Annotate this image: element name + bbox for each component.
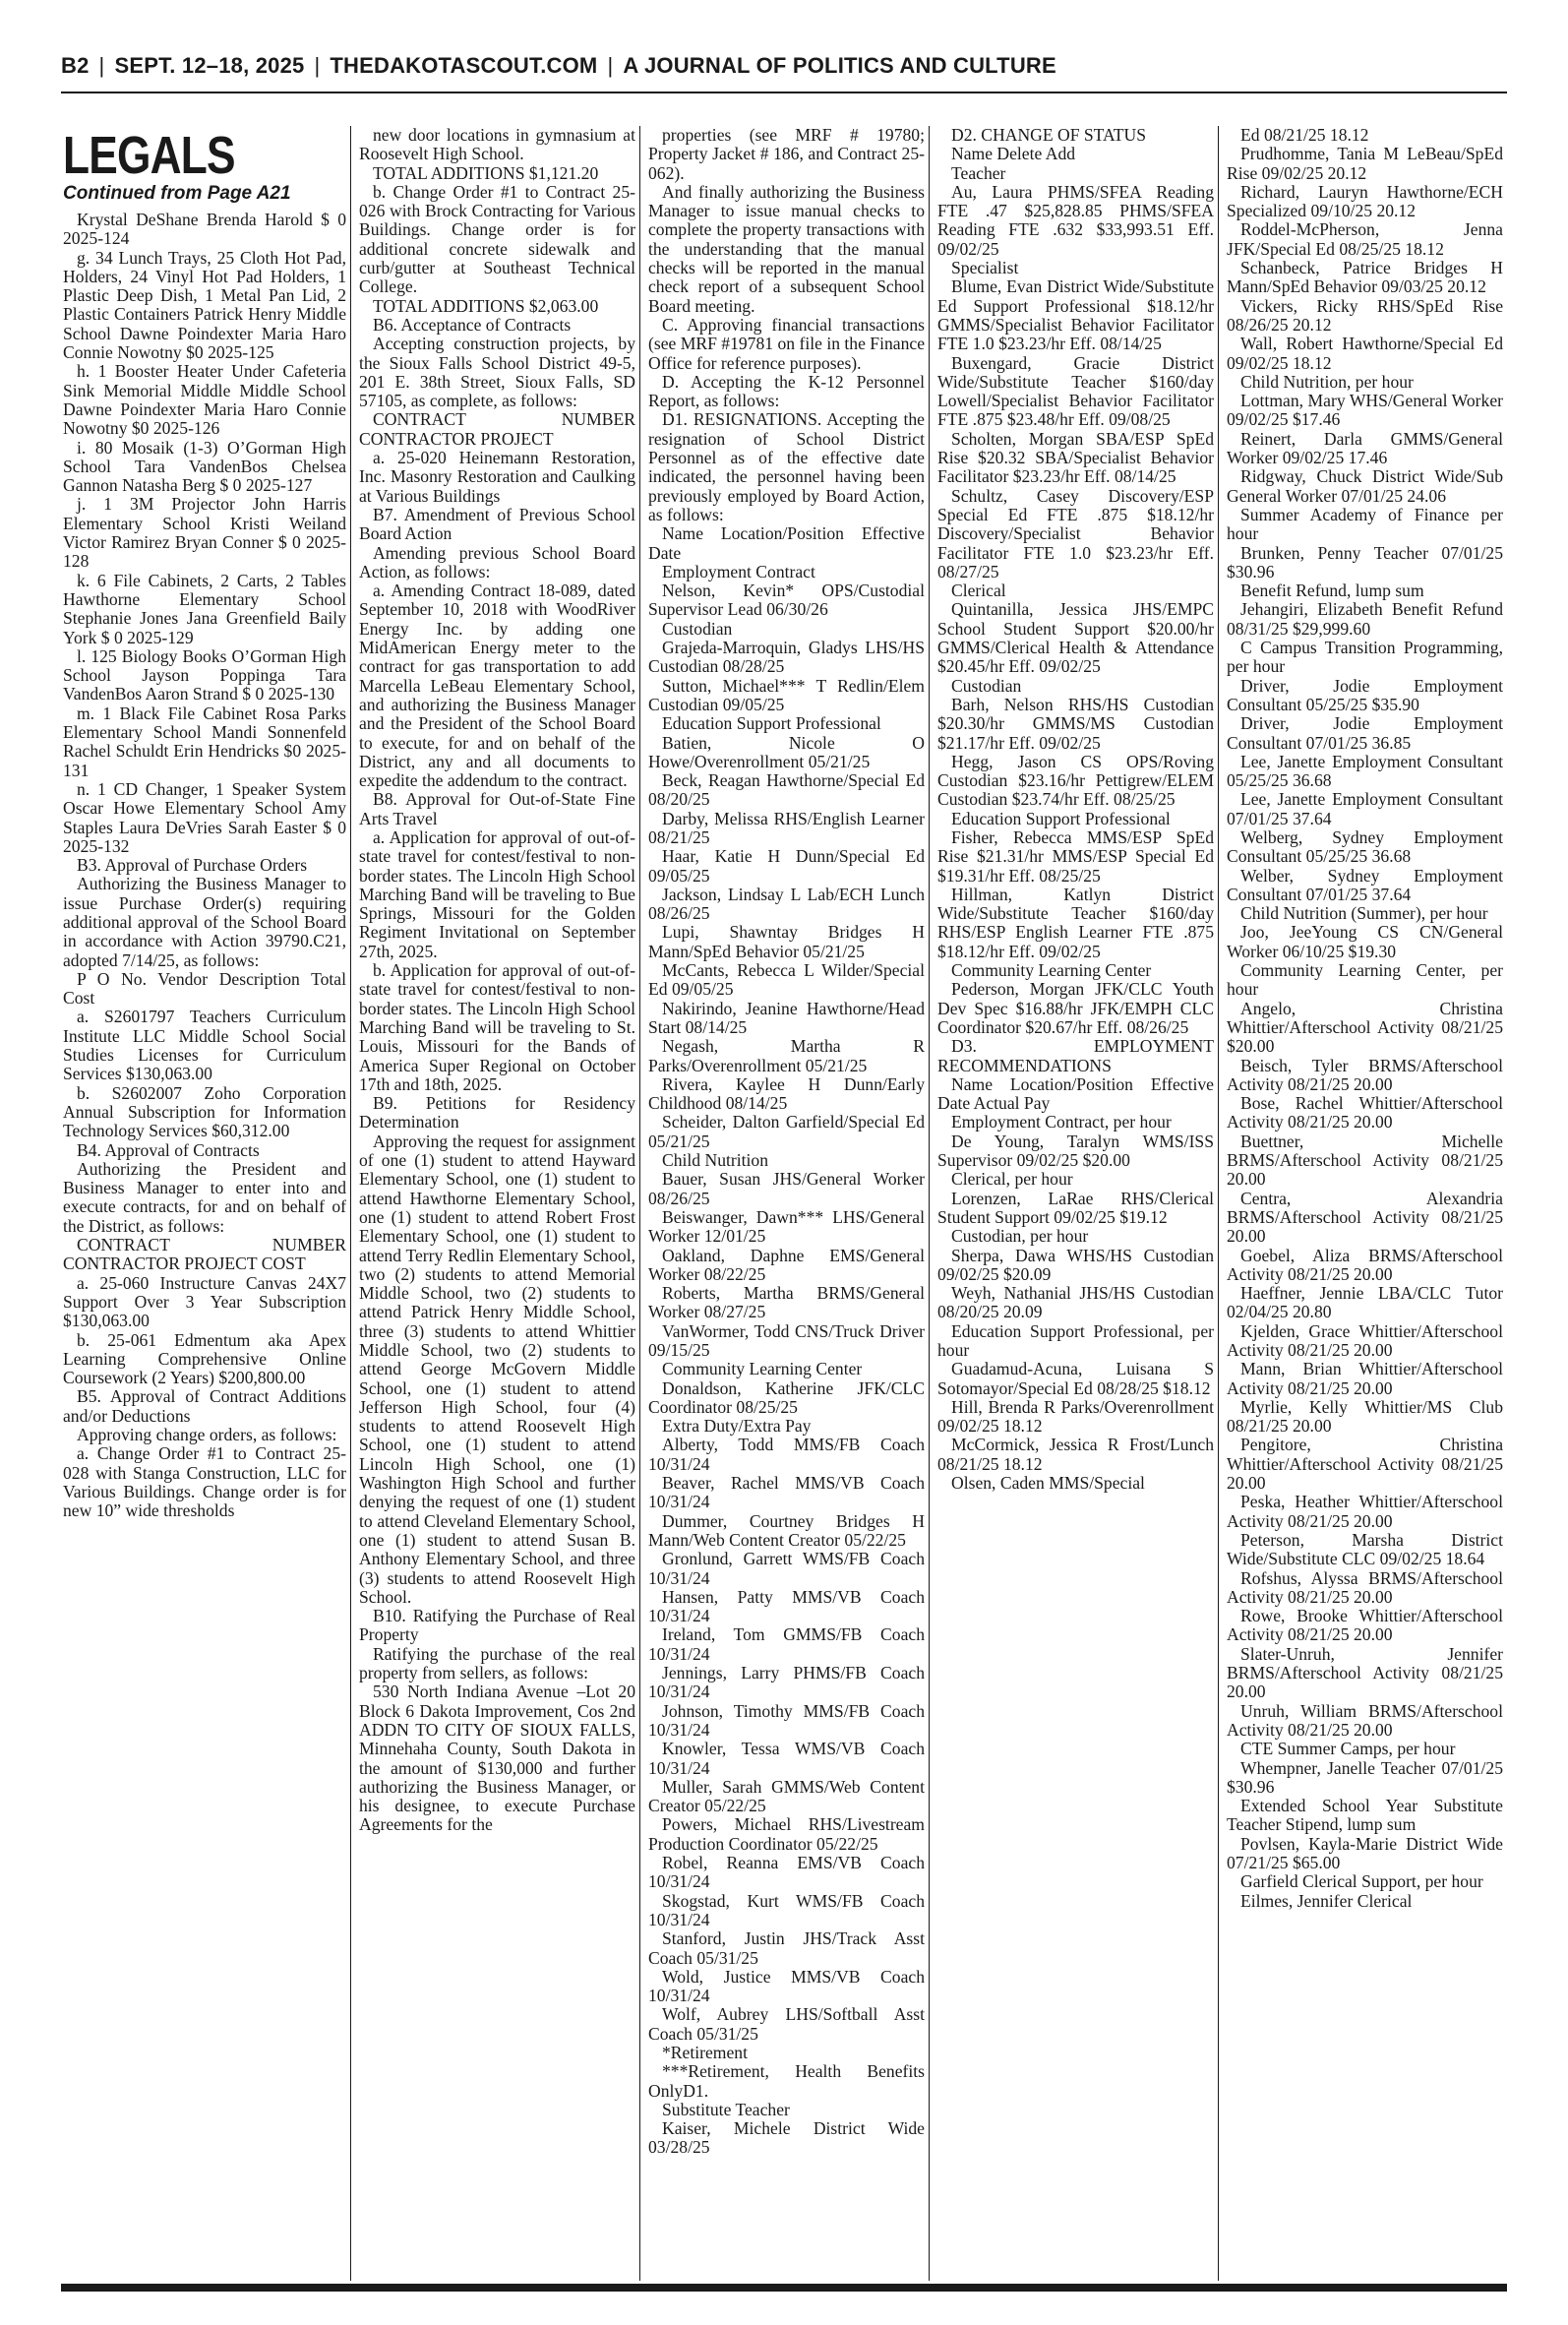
legal-paragraph: Muller, Sarah GMMS/Web Content Creator 05/22/25: [648, 1776, 925, 1816]
legal-paragraph: Education Support Professional, per hour: [937, 1320, 1214, 1360]
legal-paragraph: Approving change orders, as follows:: [77, 1425, 337, 1444]
legal-paragraph: Buettner, Michelle BRMS/Afterschool Activity 08/21/25 20.00: [1227, 1131, 1503, 1190]
legal-paragraph: Quintanilla, Jessica JHS/EMPC School Student Support $20.00/hr GMMS/Clerical Health & Attendance $20.45/hr Eff. 09/02/25: [937, 599, 1214, 677]
column-3: [639, 126, 929, 2281]
legal-paragraph: Employment Contract: [662, 561, 815, 581]
legal-paragraph: Child Nutrition, per hour: [1240, 371, 1414, 392]
legal-paragraph: Oakland, Daphne EMS/General Worker 08/22/25: [648, 1245, 925, 1284]
legal-paragraph: D3. EMPLOYMENT RECOMMENDATIONS: [937, 1036, 1214, 1075]
legal-paragraph: Community Learning Center: [662, 1359, 863, 1379]
legal-paragraph: Powers, Michael RHS/Livestream Production Coordinator 05/22/25: [648, 1814, 925, 1854]
legal-paragraph: Peska, Heather Whittier/Afterschool Activity 08/21/25 20.00: [1227, 1492, 1503, 1531]
legal-paragraph: a. Application for approval of out-of-state travel for contest/festival to non-border states. The Lincoln High School Marching Band will be traveling to Bue Springs, Missouri for the Golden Regiment Invitational on September 27th, 2025.: [359, 826, 635, 961]
legal-paragraph: Roddel-McPherson, Jenna JFK/Special Ed 08/25/25 18.12: [1227, 219, 1503, 259]
legal-paragraph: j. 1 3M Projector John Harris Elementary School Kristi Weiland Victor Ramirez Bryan Conner $ 0 2025-128: [63, 494, 346, 572]
legal-paragraph: Au, Laura PHMS/SFEA Reading FTE .47 $25,828.85 PHMS/SFEA Reading FTE .632 $33,993.51 Eff. 09/02/25: [937, 181, 1214, 259]
legal-paragraph: Brunken, Penny Teacher 07/01/25 $30.96: [1227, 542, 1503, 581]
legal-paragraph: Vickers, Ricky RHS/SpEd Rise 08/26/25 20.12: [1227, 295, 1503, 335]
legal-paragraph: Teacher: [951, 162, 1006, 183]
legal-paragraph: Jackson, Lindsay L Lab/ECH Lunch 08/26/25: [648, 884, 925, 924]
legal-paragraph: ***Retirement, Health Benefits OnlyD1.: [648, 2061, 925, 2101]
legal-paragraph: Amending previous School Board Action, as follows:: [359, 542, 635, 581]
legal-paragraph: h. 1 Booster Heater Under Cafeteria Sink Memorial Middle Middle School Dawne Poindexter Maria Haro Connie Nowotny $0 2025-126: [63, 361, 346, 439]
legal-paragraph: Haar, Katie H Dunn/Special Ed 09/05/25: [648, 846, 925, 886]
legal-paragraph: Clerical: [951, 581, 1006, 601]
legal-paragraph: Weyh, Nathanial JHS/HS Custodian 08/20/25 20.09: [937, 1283, 1214, 1322]
legal-paragraph: Authorizing the Business Manager to issue Purchase Order(s) requiring additional approval of the School Board in accordance with Action 39790.C21, adopted 7/14/25, as follows:: [63, 874, 346, 970]
legal-paragraph: Beaver, Rachel MMS/VB Coach 10/31/24: [648, 1473, 925, 1512]
legal-paragraph: Nelson, Kevin* OPS/Custodial Supervisor Lead 06/30/26: [648, 581, 925, 620]
legal-paragraph: Approving the request for assignment of one (1) student to attend Hayward Elementary School, one (1) student to attend Hawthorne Elementary School, one (1) student to attend Robert Frost Elementary School, one (1) student to attend Terry Redlin Elementary School, two (2) students to attend Memorial Middle School, two (2) students to attend Patrick Henry Middle School, three (3) students to attend Whittier Middle School, two (2) students to attend George McGovern Middle School, one (1) student to attend Jefferson High School, four (4) students to attend Roosevelt High School, one (1) student to attend Lincoln High School, one (1) Washington High School and further denying the request of one (1) student to attend Cleveland Elementary School, one (1) student to attend Susan B. Anthony Elementary School, and three (3) students to attend Roosevelt High School.: [359, 1131, 635, 1607]
legal-paragraph: Alberty, Todd MMS/FB Coach 10/31/24: [648, 1435, 925, 1474]
legal-paragraph: B8. Approval for Out-of-State Fine Arts Travel: [359, 789, 635, 828]
legal-paragraph: Stanford, Justin JHS/Track Asst Coach 05/31/25: [648, 1928, 925, 1968]
legal-paragraph: TOTAL ADDITIONS $1,121.20: [373, 162, 599, 183]
legal-paragraph: Rivera, Kaylee H Dunn/Early Childhood 08/14/25: [648, 1073, 925, 1114]
legal-paragraph: a. 25-020 Heinemann Restoration, Inc. Masonry Restoration and Caulking at Various Buildings: [359, 448, 635, 506]
legal-paragraph: B3. Approval of Purchase Orders: [77, 855, 308, 876]
legal-paragraph: Schanbeck, Patrice Bridges H Mann/SpEd Behavior 09/03/25 20.12: [1227, 258, 1503, 297]
legal-paragraph: Extended School Year Substitute Teacher Stipend, lump sum: [1227, 1796, 1503, 1835]
legal-paragraph: Grajeda-Marroquin, Gladys LHS/HS Custodian 08/28/25: [648, 638, 925, 677]
legal-paragraph: Hill, Brenda R Parks/Overenrollment 09/02/25 18.12: [937, 1396, 1214, 1437]
legal-paragraph: Wall, Robert Hawthorne/Special Ed 09/02/25 18.12: [1227, 334, 1503, 373]
legal-paragraph: Ridgway, Chuck District Wide/Sub General Worker 07/01/25 24.06: [1227, 466, 1503, 506]
legal-paragraph: Jehangiri, Elizabeth Benefit Refund 08/31/25 $29,999.60: [1227, 599, 1503, 639]
column-1: [61, 126, 350, 2281]
legal-paragraph: Hansen, Patty MMS/VB Coach 10/31/24: [648, 1586, 925, 1626]
legal-paragraph: Buxengard, Gracie District Wide/Substitute Teacher $160/day Lowell/Specialist Behavior Facilitator FTE .875 $23.48/hr Eff. 09/08/25: [937, 352, 1214, 430]
legal-paragraph: Employment Contract, per hour: [951, 1112, 1172, 1132]
separator: |: [314, 53, 321, 78]
legal-paragraph: Centra, Alexandria BRMS/Afterschool Activity 08/21/25 20.00: [1227, 1188, 1503, 1247]
legal-paragraph: Whempner, Janelle Teacher 07/01/25 $30.96: [1227, 1757, 1503, 1797]
legal-paragraph: Driver, Jodie Employment Consultant 05/25/25 $35.90: [1227, 675, 1503, 714]
legal-paragraph: Extra Duty/Extra Pay: [662, 1416, 812, 1437]
legal-paragraph: Summer Academy of Finance per hour: [1227, 504, 1503, 544]
legal-paragraph: k. 6 File Cabinets, 2 Carts, 2 Tables Hawthorne Elementary School Stephanie Jones Jana Greenfield Baily York $ 0 2025-129: [63, 570, 346, 647]
legal-paragraph: a. Change Order #1 to Contract 25-028 with Stanga Construction, LLC for Various Buildings. Change order is for new 10” wide thresholds: [63, 1443, 346, 1521]
legal-paragraph: C Campus Transition Programming, per hour: [1227, 638, 1503, 677]
legal-paragraph: CONTRACT NUMBER CONTRACTOR PROJECT: [359, 409, 635, 449]
legal-paragraph: Schultz, Casey Discovery/ESP Special Ed FTE .875 $18.12/hr Discovery/Specialist Behavior Facilitator FTE 1.0 $23.23/hr Eff. 08/27/25: [937, 485, 1214, 581]
legal-paragraph: Gronlund, Garrett WMS/FB Coach 10/31/24: [648, 1549, 925, 1588]
legal-paragraph: Driver, Jodie Employment Consultant 07/01/25 36.85: [1227, 713, 1503, 753]
legal-paragraph: Robel, Reanna EMS/VB Coach 10/31/24: [648, 1853, 925, 1892]
legal-paragraph: Mann, Brian Whittier/Afterschool Activity 08/21/25 20.00: [1227, 1359, 1503, 1398]
legal-paragraph: CTE Summer Camps, per hour: [1240, 1739, 1456, 1759]
legal-paragraph: CONTRACT NUMBER CONTRACTOR PROJECT COST: [63, 1235, 346, 1274]
legal-paragraph: Rofshus, Alyssa BRMS/Afterschool Activity 08/21/25 20.00: [1227, 1567, 1503, 1607]
legal-paragraph: VanWormer, Todd CNS/Truck Driver 09/15/25: [648, 1320, 925, 1360]
legal-paragraph: Clerical, per hour: [951, 1169, 1073, 1190]
legal-paragraph: Fisher, Rebecca MMS/ESP SpEd Rise $21.31/hr MMS/ESP Special Ed $19.31/hr Eff. 08/25/25: [937, 826, 1214, 886]
legal-paragraph: Community Learning Center: [951, 960, 1152, 981]
legal-paragraph: Eilmes, Jennifer Clerical: [1240, 1890, 1413, 1911]
section-title: LEGALS: [63, 126, 235, 185]
legal-paragraph: Beiswanger, Dawn*** LHS/General Worker 12/01/25: [648, 1206, 925, 1247]
legal-paragraph: Barh, Nelson RHS/HS Custodian $20.30/hr GMMS/MS Custodian $21.17/hr Eff. 09/02/25: [937, 694, 1214, 753]
legal-paragraph: a. Amending Contract 18-089, dated September 10, 2018 with WoodRiver Energy Inc. by adding one MidAmerican Energy meter to the contract for gas transportation to add Marcella LeBeau Elementary School, and authorizing the Business Manager and the President of the School Board to execute, for and on behalf of the District, any and all documents to expedite the addendum to the contract.: [359, 581, 635, 791]
legal-paragraph: Lee, Janette Employment Consultant 07/01/25 37.64: [1227, 789, 1503, 828]
legal-paragraph: Bose, Rachel Whittier/Afterschool Activity 08/21/25 20.00: [1227, 1093, 1503, 1132]
legal-paragraph: Sutton, Michael*** T Redlin/Elem Custodian 09/05/25: [648, 675, 925, 714]
legal-paragraph: Angelo, Christina Whittier/Afterschool Activity 08/21/25 $20.00: [1227, 998, 1503, 1057]
legal-paragraph: Kaiser, Michele District Wide 03/28/25: [648, 2118, 925, 2158]
legal-paragraph: b. 25-061 Edmentum aka Apex Learning Comprehensive Online Coursework (2 Years) $200,800.00: [63, 1329, 346, 1388]
legal-paragraph: Education Support Professional: [951, 808, 1171, 828]
legal-paragraph: Olsen, Caden MMS/Special: [951, 1473, 1145, 1494]
legal-paragraph: Unruh, William BRMS/Afterschool Activity 08/21/25 20.00: [1227, 1700, 1503, 1740]
legal-paragraph: C. Approving financial transactions (see MRF #19781 on file in the Finance Office for reference purposes).: [648, 314, 925, 373]
header-rule: [61, 92, 1507, 93]
issue-date: SEPT. 12–18, 2025: [114, 53, 305, 78]
legals-columns: [61, 126, 1507, 2281]
legal-paragraph: B10. Ratifying the Purchase of Real Property: [359, 1606, 635, 1645]
legal-paragraph: Haeffner, Jennie LBA/CLC Tutor 02/04/25 20.80: [1227, 1283, 1503, 1322]
legal-paragraph: Peterson, Marsha District Wide/Substitute CLC 09/02/25 18.64: [1227, 1529, 1503, 1569]
legal-paragraph: B7. Amendment of Previous School Board Action: [359, 504, 635, 544]
legal-paragraph: De Young, Taralyn WMS/ISS Supervisor 09/02/25 $20.00: [937, 1131, 1214, 1171]
column-1-body: [63, 211, 346, 1520]
legal-paragraph: Garfield Clerical Support, per hour: [1240, 1871, 1483, 1892]
legal-paragraph: *Retirement: [662, 2042, 748, 2062]
legal-paragraph: Education Support Professional: [662, 713, 881, 734]
legal-paragraph: Child Nutrition (Summer), per hour: [1240, 903, 1488, 924]
legal-paragraph: Myrlie, Kelly Whittier/MS Club 08/21/25 20.00: [1227, 1396, 1503, 1437]
legal-paragraph: Richard, Lauryn Hawthorne/ECH Specialized 09/10/25 20.12: [1227, 181, 1503, 221]
legal-paragraph: Custodian: [951, 675, 1022, 696]
legal-paragraph: Name Delete Add: [951, 144, 1076, 164]
legal-paragraph: Goebel, Aliza BRMS/Afterschool Activity 08/21/25 20.00: [1227, 1245, 1503, 1284]
legal-paragraph: Wold, Justice MMS/VB Coach 10/31/24: [648, 1966, 925, 2006]
legal-paragraph: Beck, Reagan Hawthorne/Special Ed 08/20/25: [648, 770, 925, 810]
legal-paragraph: 530 North Indiana Avenue –Lot 20 Block 6 Dakota Improvement, Cos 2nd ADDN TO CITY OF SIOUX FALLS, Minnehaha County, South Dakota in the amount of $130,000 and further authorizing the Business Manager, or his designee, to execute Purchase Agreements for the: [359, 1682, 635, 1835]
legal-paragraph: B9. Petitions for Residency Determination: [359, 1093, 635, 1132]
column-4-body: [937, 126, 1214, 1493]
legal-paragraph: McCants, Rebecca L Wilder/Special Ed 09/05/25: [648, 960, 925, 1000]
legal-paragraph: Community Learning Center, per hour: [1227, 960, 1503, 1000]
legal-paragraph: Dummer, Courtney Bridges H Mann/Web Content Creator 05/22/25: [648, 1510, 925, 1550]
tagline: A JOURNAL OF POLITICS AND CULTURE: [623, 53, 1056, 78]
legal-paragraph: Name Location/Position Effective Date: [648, 523, 925, 563]
separator: |: [607, 53, 614, 78]
legal-paragraph: Roberts, Martha BRMS/General Worker 08/27/25: [648, 1283, 925, 1322]
legal-paragraph: Skogstad, Kurt WMS/FB Coach 10/31/24: [648, 1890, 925, 1929]
legal-paragraph: Lorenzen, LaRae RHS/Clerical Student Support 09/02/25 $19.12: [937, 1188, 1214, 1227]
legal-paragraph: Hegg, Jason CS OPS/Roving Custodian $23.16/hr Pettigrew/ELEM Custodian $23.74/hr Eff. 08/25/25: [937, 751, 1214, 810]
masthead: [61, 49, 1507, 83]
legal-paragraph: m. 1 Black File Cabinet Rosa Parks Elementary School Mandi Sonnenfeld Rachel Schuldt Erin Hendricks $0 2025-131: [63, 703, 346, 780]
column-4: [929, 126, 1218, 2281]
legal-paragraph: a. S2601797 Teachers Curriculum Institute LLC Middle School Social Studies Licenses for Curriculum Services $130,063.00: [63, 1007, 346, 1084]
column-2-body: [359, 126, 635, 1835]
legal-paragraph: Povlsen, Kayla-Marie District Wide 07/21/25 $65.00: [1227, 1833, 1503, 1873]
legal-paragraph: Benefit Refund, lump sum: [1240, 581, 1424, 601]
legal-paragraph: Pederson, Morgan JFK/CLC Youth Dev Spec $16.88/hr JFK/EMPH CLC Coordinator $20.67/hr Eff. 08/26/25: [937, 979, 1214, 1037]
column-5: [1218, 126, 1507, 2281]
legal-paragraph: Welberg, Sydney Employment Consultant 05/25/25 36.68: [1227, 826, 1503, 867]
legal-paragraph: Beisch, Tyler BRMS/Afterschool Activity 08/21/25 20.00: [1227, 1055, 1503, 1094]
legal-paragraph: Specialist: [951, 258, 1019, 278]
legal-paragraph: Lottman, Mary WHS/General Worker 09/02/25 $17.46: [1227, 391, 1503, 430]
legal-paragraph: Ed 08/21/25 18.12: [1240, 126, 1369, 145]
legal-paragraph: a. 25-060 Instructure Canvas 24X7 Support Over 3 Year Subscription $130,063.00: [63, 1272, 346, 1331]
legal-paragraph: properties (see MRF # 19780; Property Jacket # 186, and Contract 25-062).: [648, 126, 925, 183]
legal-paragraph: Kjelden, Grace Whittier/Afterschool Activity 08/21/25 20.00: [1227, 1320, 1503, 1360]
legal-paragraph: Darby, Melissa RHS/English Learner 08/21/25: [648, 808, 925, 847]
legal-paragraph: i. 80 Mosaik (1-3) O’Gorman High School Tara VandenBos Chelsea Gannon Natasha Berg $ 0 2025-127: [63, 437, 346, 496]
legal-paragraph: Authorizing the President and Business Manager to enter into and execute contracts, for and on behalf of the District, as follows:: [63, 1158, 346, 1236]
legal-paragraph: Welber, Sydney Employment Consultant 07/01/25 37.64: [1227, 865, 1503, 904]
legal-paragraph: D. Accepting the K-12 Personnel Report, as follows:: [648, 371, 925, 411]
legal-paragraph: l. 125 Biology Books O’Gorman High School Jayson Poppinga Tara VandenBos Aaron Strand $ 0 2025-130: [63, 645, 346, 704]
legal-paragraph: And finally authorizing the Business Manager to issue manual checks to complete the property transactions with the understanding that the manual checks will be reported in the manual check report of a subsequent School Board meeting.: [648, 181, 925, 316]
legal-paragraph: Substitute Teacher: [662, 2099, 790, 2119]
legal-paragraph: Scheider, Dalton Garfield/Special Ed 05/21/25: [648, 1112, 925, 1151]
legal-paragraph: B5. Approval of Contract Additions and/or Deductions: [63, 1386, 346, 1426]
section-subtitle: Continued from Page A21: [63, 183, 291, 204]
legal-paragraph: Lupi, Shawntay Bridges H Mann/SpEd Behavior 05/21/25: [648, 922, 925, 961]
legal-paragraph: McCormick, Jessica R Frost/Lunch 08/21/25 18.12: [937, 1435, 1214, 1474]
page-number: B2: [61, 53, 90, 78]
legal-paragraph: Wolf, Aubrey LHS/Softball Asst Coach 05/31/25: [648, 2004, 925, 2044]
column-3-body: [648, 126, 925, 2158]
legal-paragraph: Child Nutrition: [662, 1150, 769, 1171]
legal-paragraph: Knowler, Tessa WMS/VB Coach 10/31/24: [648, 1739, 925, 1778]
column-2: [350, 126, 639, 2281]
legal-paragraph: n. 1 CD Changer, 1 Speaker System Oscar Howe Elementary School Amy Staples Laura DeVries Sarah Easter $ 0 2025-132: [63, 778, 346, 856]
legal-paragraph: b. Application for approval of out-of-state travel for contest/festival to non-border states. The Lincoln High School Marching Band will be traveling to St. Louis, Missouri for the Bands of America Super Regional on October 17th and 18th, 2025.: [359, 960, 635, 1094]
legal-paragraph: Name Location/Position Effective Date Actual Pay: [937, 1073, 1214, 1114]
legal-paragraph: Scholten, Morgan SBA/ESP SpEd Rise $20.32 SBA/Specialist Behavior Facilitator $23.23/hr Eff. 08/14/25: [937, 428, 1214, 487]
legal-paragraph: Ireland, Tom GMMS/FB Coach 10/31/24: [648, 1624, 925, 1664]
column-5-body: [1227, 126, 1503, 1911]
legal-paragraph: Slater-Unruh, Jennifer BRMS/Afterschool Activity 08/21/25 20.00: [1227, 1643, 1503, 1702]
legal-paragraph: D2. CHANGE OF STATUS: [951, 126, 1147, 145]
legal-paragraph: B6. Acceptance of Contracts: [373, 314, 572, 335]
legal-paragraph: Custodian: [662, 618, 733, 639]
legal-paragraph: Johnson, Timothy MMS/FB Coach 10/31/24: [648, 1700, 925, 1740]
legal-paragraph: Joo, JeeYoung CS CN/General Worker 06/10/25 $19.30: [1227, 922, 1503, 961]
legal-paragraph: Nakirindo, Jeanine Hawthorne/Head Start 08/14/25: [648, 998, 925, 1037]
separator: |: [98, 53, 105, 78]
legal-paragraph: Blume, Evan District Wide/Substitute Ed Support Professional $18.12/hr GMMS/Specialist Behavior Facilitator FTE 1.0 $23.23/hr Eff. 08/14/25: [937, 276, 1214, 354]
legal-paragraph: Ratifying the purchase of the real property from sellers, as follows:: [359, 1643, 635, 1683]
legal-paragraph: Prudhomme, Tania M LeBeau/SpEd Rise 09/02/25 20.12: [1227, 144, 1503, 183]
legal-paragraph: D1. RESIGNATIONS. Accepting the resignation of School District Personnel as of the effective date indicated, the personnel having been previously employed by Board Action, as follows:: [648, 409, 925, 524]
legal-paragraph: Custodian, per hour: [951, 1226, 1089, 1247]
legal-paragraph: P O No. Vendor Description Total Cost: [63, 968, 346, 1009]
legal-paragraph: Krystal DeShane Brenda Harold $ 0 2025-124: [63, 210, 346, 249]
legal-paragraph: TOTAL ADDITIONS $2,063.00: [373, 295, 599, 316]
legal-paragraph: Reinert, Darla GMMS/General Worker 09/02/25 17.46: [1227, 428, 1503, 468]
legal-paragraph: Guadamud-Acuna, Luisana S Sotomayor/Special Ed 08/28/25 $18.12: [937, 1359, 1214, 1398]
legal-paragraph: b. S2602007 Zoho Corporation Annual Subscription for Information Technology Services $60,312.00: [63, 1082, 346, 1141]
legal-paragraph: g. 34 Lunch Trays, 25 Cloth Hot Pad, Holders, 24 Vinyl Hot Pad Holders, 1 Plastic Deep Dish, 1 Metal Pan Lid, 2 Plastic Containers Patrick Henry Middle School Dawne Poindexter Maria Haro Connie Nowotny $0 2025-125: [63, 247, 346, 363]
site-link[interactable]: THEDAKOTASCOUT.COM: [330, 53, 598, 78]
legal-paragraph: Batien, Nicole O Howe/Overenrollment 05/21/25: [648, 732, 925, 771]
footer-rule: [61, 2284, 1507, 2292]
legal-paragraph: Sherpa, Dawa WHS/HS Custodian 09/02/25 $20.09: [937, 1245, 1214, 1284]
legal-paragraph: Bauer, Susan JHS/General Worker 08/26/25: [648, 1169, 925, 1208]
legal-paragraph: Pengitore, Christina Whittier/Afterschool Activity 08/21/25 20.00: [1227, 1435, 1503, 1494]
legal-paragraph: Rowe, Brooke Whittier/Afterschool Activity 08/21/25 20.00: [1227, 1606, 1503, 1645]
legal-paragraph: Lee, Janette Employment Consultant 05/25/25 36.68: [1227, 751, 1503, 791]
legal-paragraph: new door locations in gymnasium at Roosevelt High School.: [359, 126, 635, 164]
legal-paragraph: Accepting construction projects, by the Sioux Falls School District 49-5, 201 E. 38th Street, Sioux Falls, SD 57105, as complete, as follows:: [359, 334, 635, 411]
legal-paragraph: b. Change Order #1 to Contract 25-026 with Brock Contracting for Various Buildings. Change order is for additional concrete sidewalk and curb/gutter at Southeast Technical College.: [359, 181, 635, 297]
legal-paragraph: Hillman, Katlyn District Wide/Substitute Teacher $160/day RHS/ESP English Learner FTE .875 $18.12/hr Eff. 09/02/25: [937, 884, 1214, 961]
legal-paragraph: Donaldson, Katherine JFK/CLC Coordinator 08/25/25: [648, 1377, 925, 1417]
legal-paragraph: B4. Approval of Contracts: [77, 1139, 260, 1160]
legal-paragraph: Jennings, Larry PHMS/FB Coach 10/31/24: [648, 1663, 925, 1702]
legal-paragraph: Negash, Martha R Parks/Overenrollment 05/21/25: [648, 1036, 925, 1075]
